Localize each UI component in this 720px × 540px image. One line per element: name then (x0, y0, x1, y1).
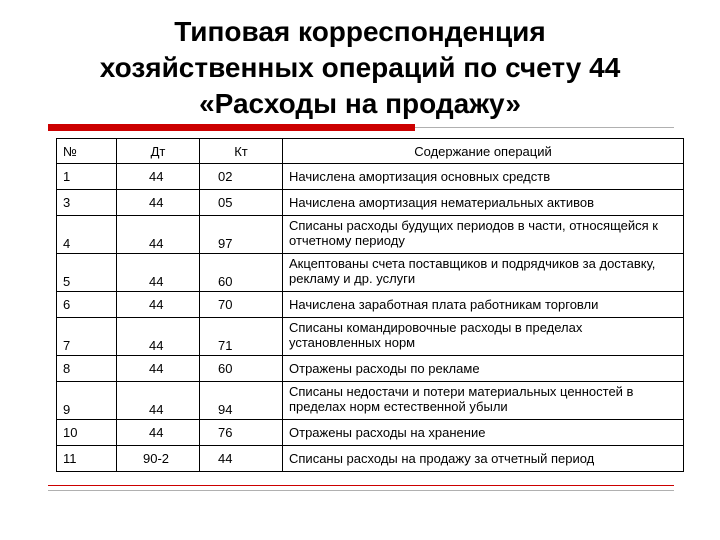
cell-number: 5 (57, 254, 117, 292)
title-underline-red (48, 124, 415, 131)
cell-number: 3 (57, 190, 117, 216)
table-row (57, 420, 684, 446)
cell-credit: 71 (200, 318, 283, 356)
cell-description: Отражены расходы на хранение (283, 420, 684, 446)
cell-description: Акцептованы счета поставщиков и подрядчиков за доставку, рекламу и др. услуги (283, 254, 684, 292)
cell-number: 1 (57, 164, 117, 190)
cell-debit: 44 (117, 382, 200, 420)
cell-number: 7 (57, 318, 117, 356)
cell-number: 11 (57, 446, 117, 472)
cell-debit: 44 (117, 420, 200, 446)
cell-description: Списаны расходы на продажу за отчетный период (283, 446, 684, 472)
table-row (57, 356, 684, 382)
table-row (57, 318, 684, 356)
operations-table (56, 138, 684, 472)
cell-debit: 44 (117, 318, 200, 356)
cell-credit: 97 (200, 216, 283, 254)
cell-description: Начислена амортизация основных средств (283, 164, 684, 190)
cell-credit: 76 (200, 420, 283, 446)
slide-title (0, 14, 720, 122)
cell-debit: 90-2 (117, 446, 200, 472)
cell-debit: 44 (117, 254, 200, 292)
cell-number: 6 (57, 292, 117, 318)
cell-number: 10 (57, 420, 117, 446)
title-underline-gray (415, 127, 674, 128)
table-header-row (57, 139, 684, 164)
table-row (57, 382, 684, 420)
cell-description: Начислена заработная плата работникам торговли (283, 292, 684, 318)
cell-number: 8 (57, 356, 117, 382)
cell-description: Списаны расходы будущих периодов в части, относящейся к отчетному периоду (283, 216, 684, 254)
table-row (57, 292, 684, 318)
title-line-2: хозяйственных операций по счету 44 (99, 52, 621, 83)
cell-debit: 44 (117, 216, 200, 254)
cell-debit: 44 (117, 190, 200, 216)
cell-number: 4 (57, 216, 117, 254)
title-line-1: Типовая корреспонденция (174, 16, 546, 47)
header-debit: Дт (117, 139, 200, 164)
footer-rule-red (48, 485, 674, 486)
cell-description: Списаны командировочные расходы в пределах установленных норм (283, 318, 684, 356)
cell-credit: 02 (200, 164, 283, 190)
cell-description: Списаны недостачи и потери материальных ценностей в пределах норм естественной убыли (283, 382, 684, 420)
cell-credit: 94 (200, 382, 283, 420)
header-number: № (57, 139, 117, 164)
cell-debit: 44 (117, 292, 200, 318)
cell-credit: 70 (200, 292, 283, 318)
title-line-3: «Расходы на продажу» (199, 88, 521, 119)
cell-credit: 60 (200, 356, 283, 382)
table-row (57, 254, 684, 292)
cell-credit: 05 (200, 190, 283, 216)
footer-rule-gray (48, 490, 674, 491)
cell-debit: 44 (117, 356, 200, 382)
cell-number: 9 (57, 382, 117, 420)
cell-description: Отражены расходы по рекламе (283, 356, 684, 382)
table-row (57, 446, 684, 472)
cell-credit: 44 (200, 446, 283, 472)
table-row (57, 164, 684, 190)
cell-description: Начислена амортизация нематериальных активов (283, 190, 684, 216)
header-description: Содержание операций (283, 139, 684, 164)
table-row (57, 216, 684, 254)
cell-credit: 60 (200, 254, 283, 292)
cell-debit: 44 (117, 164, 200, 190)
header-credit: Кт (200, 139, 283, 164)
table-row (57, 190, 684, 216)
